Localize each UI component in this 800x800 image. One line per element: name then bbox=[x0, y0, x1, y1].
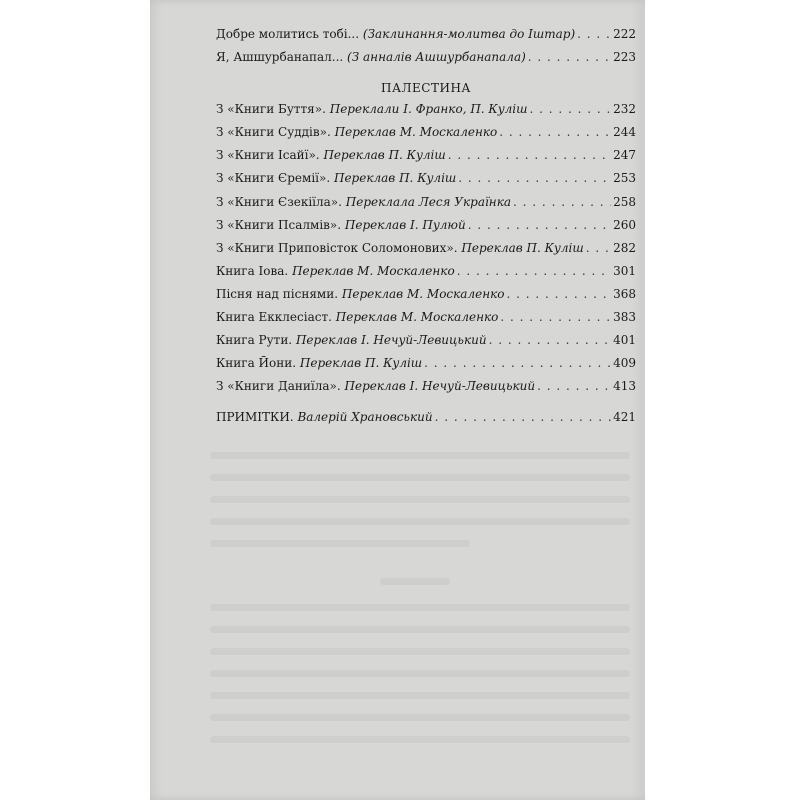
toc-entry-label: Книга Рути. Переклав І. Нечуй-Левицький bbox=[216, 333, 487, 348]
toc-entry-label: З «Книги Даниїла». Переклав І. Нечуй-Левицький bbox=[216, 379, 536, 394]
page-number: 253 bbox=[613, 171, 636, 186]
leader-dots bbox=[507, 287, 612, 301]
leader-dots bbox=[530, 102, 612, 116]
page-number: 260 bbox=[613, 217, 636, 232]
leader-dots bbox=[499, 125, 611, 139]
page-number: 383 bbox=[613, 310, 636, 325]
leader-dots bbox=[457, 264, 611, 278]
spacer bbox=[216, 402, 636, 410]
toc-entry-label: ПРИМІТКИ. Валерій Храновський bbox=[216, 410, 433, 425]
show-through-line bbox=[210, 474, 630, 481]
page-number: 301 bbox=[613, 263, 636, 278]
toc-entry-label: Книга Йони. Переклав П. Куліш bbox=[216, 356, 423, 371]
toc-entry-label: Книга Екклесіаст. Переклав М. Москаленко bbox=[216, 310, 499, 325]
toc-entry[interactable] bbox=[216, 171, 636, 194]
show-through-line bbox=[210, 496, 630, 503]
leader-dots bbox=[528, 50, 611, 64]
toc-entry[interactable] bbox=[216, 102, 636, 125]
show-through-line bbox=[210, 518, 630, 525]
toc-entry-label: З «Книги Буття». Переклали І. Франко, П. Куліш bbox=[216, 102, 528, 117]
section-heading: ПАЛЕСТИНА bbox=[380, 81, 472, 96]
toc-entry[interactable] bbox=[216, 195, 636, 218]
show-through-line bbox=[210, 540, 470, 547]
toc-entry-label: З «Книги Ісайї». Переклав П. Куліш bbox=[216, 148, 446, 163]
leader-dots bbox=[577, 27, 611, 41]
page-number: 232 bbox=[613, 102, 636, 117]
page-number: 421 bbox=[613, 410, 636, 425]
toc-entry[interactable] bbox=[216, 333, 636, 356]
page-number: 222 bbox=[613, 27, 636, 41]
toc-entry[interactable] bbox=[216, 148, 636, 171]
page-number: 258 bbox=[613, 194, 636, 209]
toc-entry[interactable] bbox=[216, 125, 636, 148]
page-number: 401 bbox=[613, 333, 636, 348]
toc-entry-label: Я, Ашшурбанапал... (З анналів Ашшурбанапала) bbox=[216, 50, 526, 65]
toc-entry-label: Книга Іова. Переклав М. Москаленко bbox=[216, 263, 455, 278]
leader-dots bbox=[586, 241, 611, 255]
toc-entry[interactable] bbox=[216, 287, 636, 310]
page-number: 282 bbox=[613, 240, 636, 255]
page-number: 413 bbox=[613, 379, 636, 394]
leader-dots bbox=[500, 310, 611, 324]
toc-entry-label: Добре молитись тобі... (Заклинання-молитва до Іштар) bbox=[216, 27, 576, 41]
toc-entry-label: З «Книги Єзекіїла». Переклала Леся Українка bbox=[216, 194, 512, 209]
leader-dots bbox=[489, 333, 612, 347]
toc-entry[interactable] bbox=[216, 218, 636, 241]
toc-entry-label: З «Книги Приповісток Соломонових». Переклав П. Куліш bbox=[216, 240, 584, 255]
leader-dots bbox=[468, 218, 611, 232]
toc-entry-notes[interactable] bbox=[216, 410, 636, 433]
show-through-line bbox=[210, 626, 630, 633]
show-through-line bbox=[210, 670, 630, 677]
page-number: 368 bbox=[613, 286, 636, 301]
toc-entry[interactable] bbox=[216, 264, 636, 287]
leader-dots bbox=[458, 171, 611, 185]
toc-entry-label: З «Книги Єремії». Переклав П. Куліш bbox=[216, 171, 457, 186]
leader-dots bbox=[537, 379, 611, 393]
show-through-line bbox=[210, 648, 630, 655]
book-page bbox=[150, 0, 645, 800]
leader-dots bbox=[424, 356, 611, 370]
show-through-line bbox=[210, 714, 630, 721]
toc-entry[interactable] bbox=[216, 50, 636, 73]
show-through-line bbox=[210, 692, 630, 699]
toc-entry-label: Пісня над піснями. Переклав М. Москаленко bbox=[216, 286, 505, 301]
toc-entry-label: З «Книги Суддів». Переклав М. Москаленко bbox=[216, 125, 498, 140]
page-number: 247 bbox=[613, 148, 636, 163]
show-through-line bbox=[380, 578, 450, 585]
page-number: 409 bbox=[613, 356, 636, 371]
toc-entry[interactable] bbox=[216, 27, 636, 50]
toc-entry[interactable] bbox=[216, 379, 636, 402]
toc-entry[interactable] bbox=[216, 310, 636, 333]
page-number: 244 bbox=[613, 125, 636, 140]
leader-dots bbox=[448, 148, 611, 162]
toc-entry[interactable] bbox=[216, 356, 636, 379]
table-of-contents bbox=[216, 27, 636, 434]
show-through-line bbox=[210, 452, 630, 459]
show-through-line bbox=[210, 736, 630, 743]
leader-dots bbox=[513, 195, 611, 209]
leader-dots bbox=[435, 410, 612, 424]
page-number: 223 bbox=[613, 50, 636, 65]
toc-entry-label: З «Книги Псалмів». Переклав І. Пулюй bbox=[216, 217, 466, 232]
show-through-line bbox=[210, 604, 630, 611]
toc-entry[interactable] bbox=[216, 241, 636, 264]
